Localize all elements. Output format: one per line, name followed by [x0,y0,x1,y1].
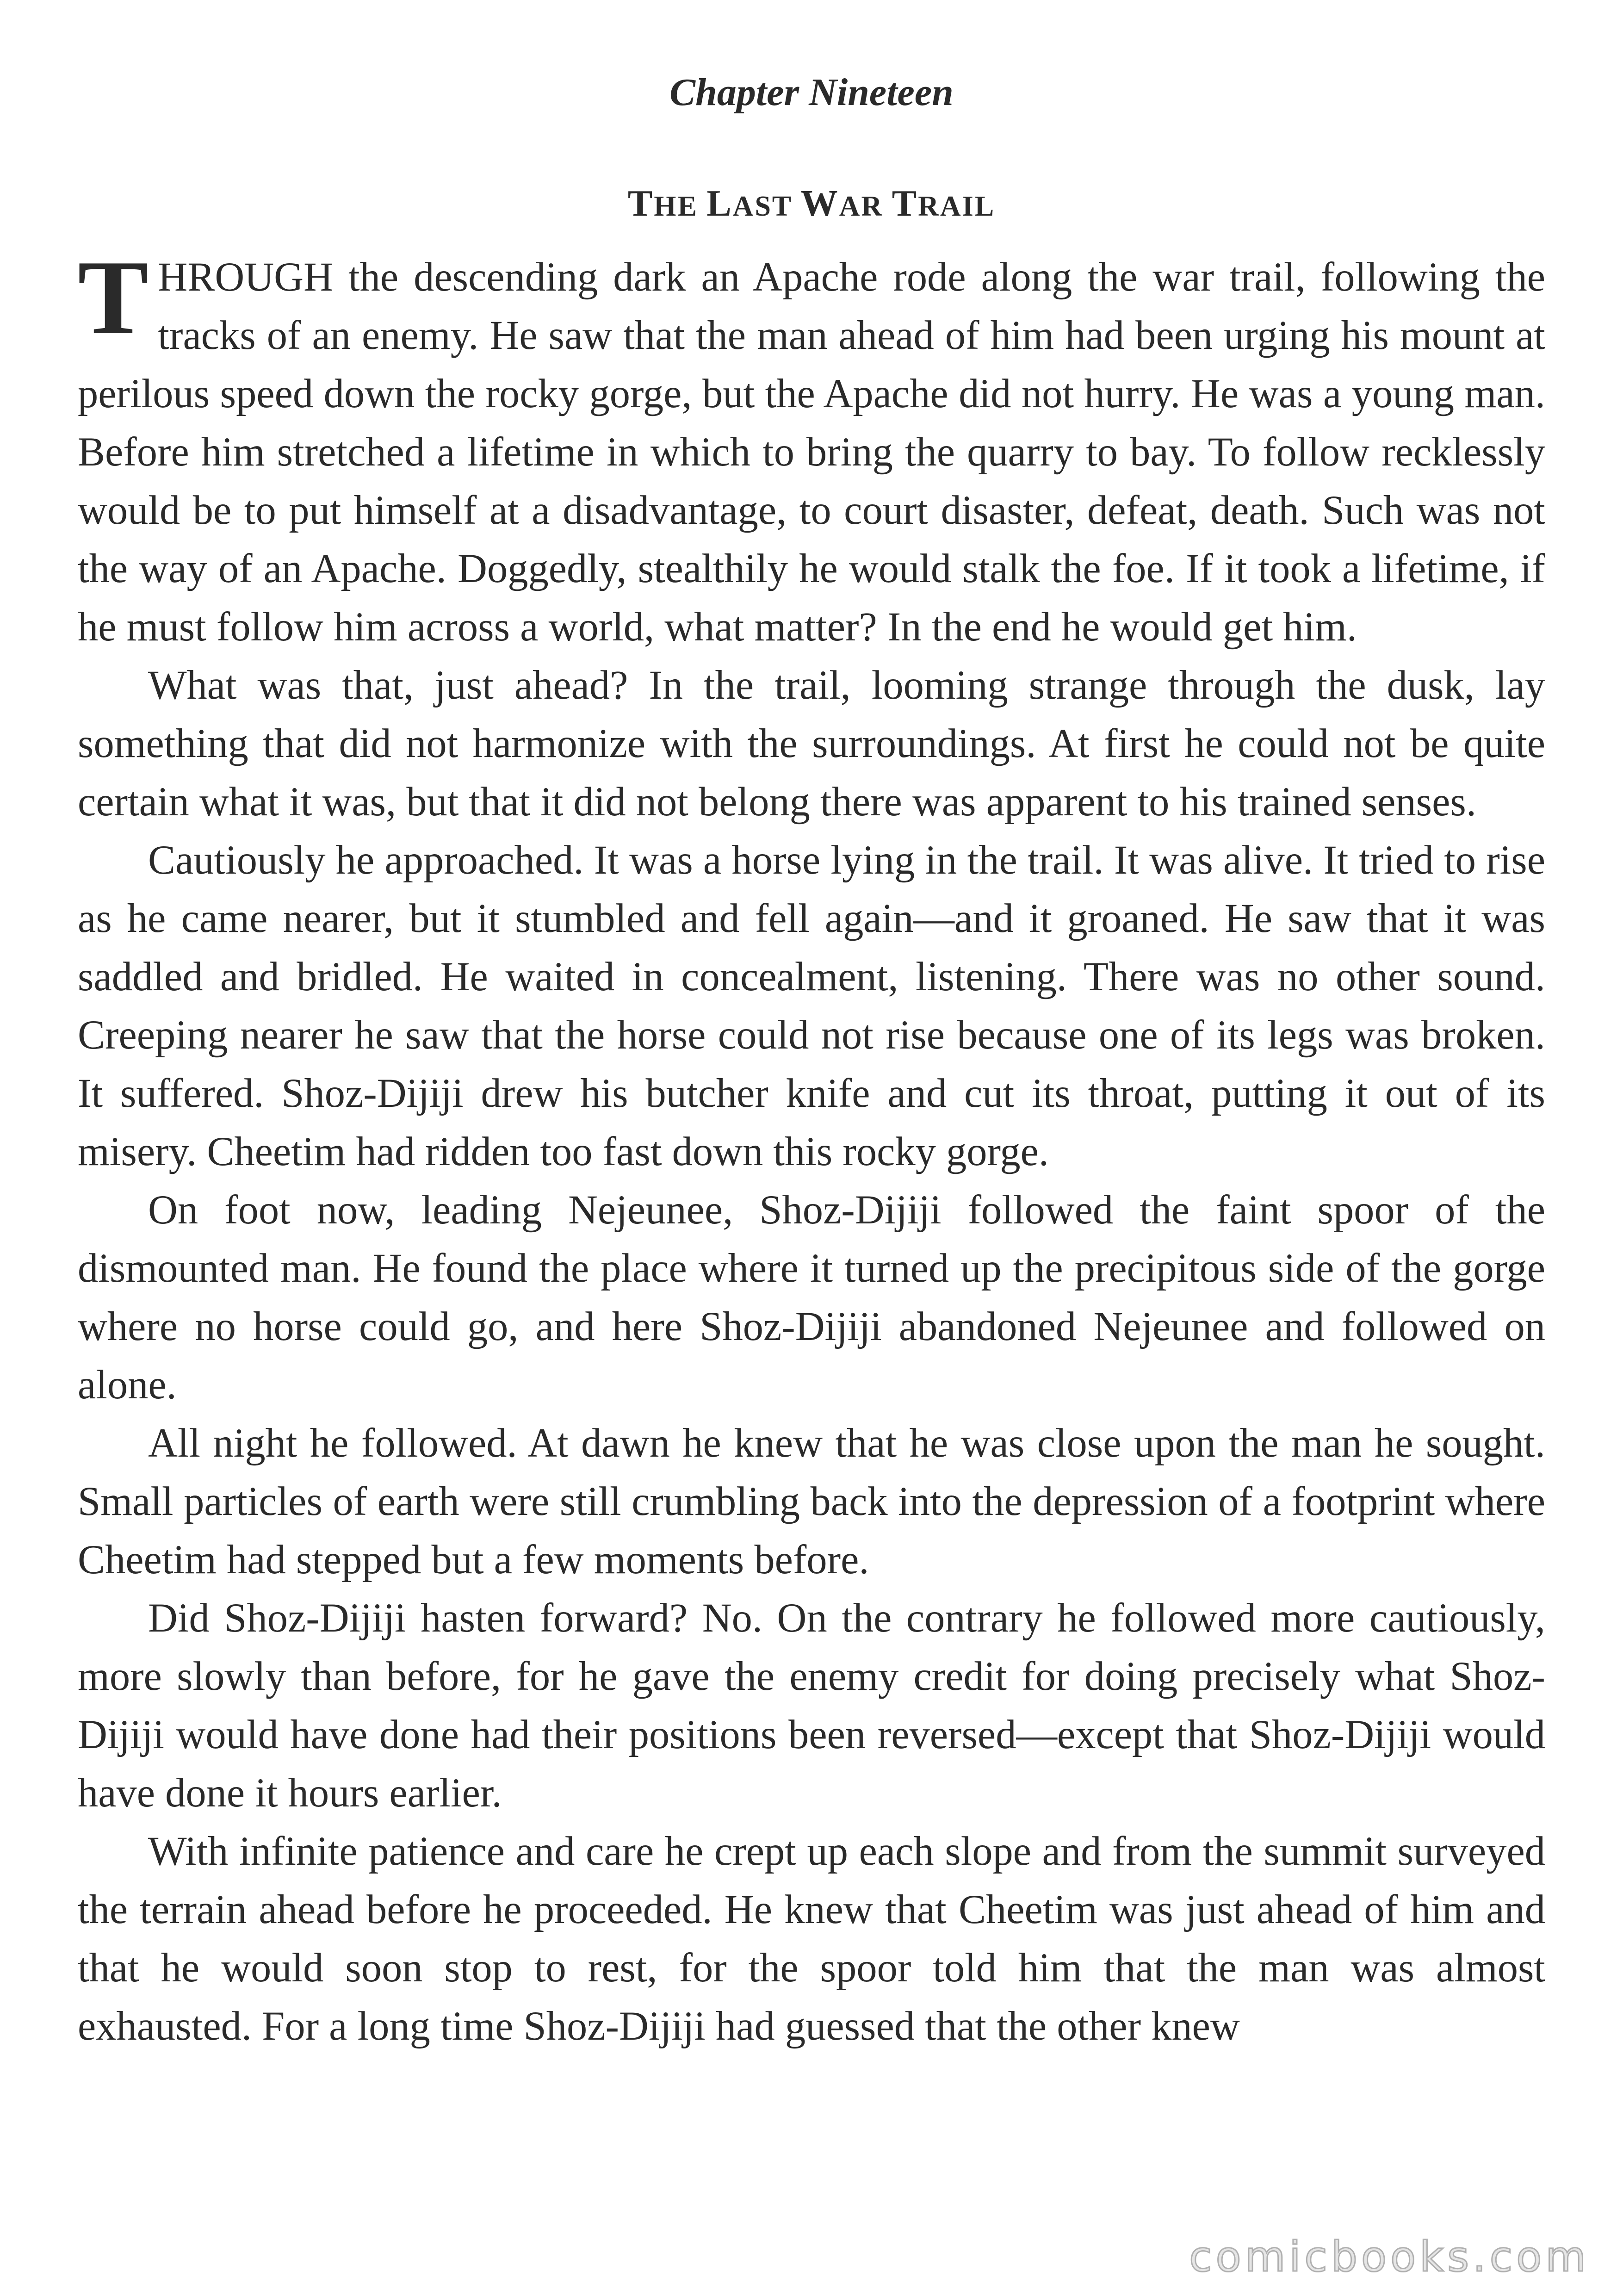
chapter-title-word: TRAIL [892,183,996,224]
paragraph: With infinite patience and care he crept up each slope and from the summit surveyed the terrain ahead before he proceeded. He knew that Cheetim was just ahead of him and that he would soon stop to rest, for the spoor told him that the man was almost exhausted. For a long time Shoz-Dijiji had guessed that the other knew [78,1829,1545,2049]
chapter-heading: Chapter Nineteen [669,71,954,114]
chapter-body [78,238,1545,2055]
paragraph-text: HROUGH the descending dark an Apache rode along the war trail, following the tracks of an enemy. He saw that the man ahead of him had been urging his mount at perilous speed down the rocky gorge, but the Apache did not hurry. He was a young man. Before him stretched a lifetime in which to bring the quarry to bay. To follow recklessly would be to put himself at a disadvantage, to court disaster, defeat, death. Such was not the way of an Apache. Doggedly, stealthily he would stalk the foe. If it took a lifetime, if he must follow him across a world, what matter? In the end he would get him. [78,254,1545,650]
paragraph: Did Shoz-Dijiji hasten forward? No. On the contrary he followed more cautiously, more slowly than before, for he gave the enemy credit for doing precisely what Shoz-Dijiji would have done had their positions been reversed—except that Shoz-Dijiji would have done it hours earlier. [78,1595,1545,1816]
paragraph: What was that, just ahead? In the trail, looming strange through the dusk, lay something that did not harmonize with the surroundings. At first he could not be quite certain what it was, but that it did not belong there was apparent to his trained senses. [78,663,1545,825]
paragraph [78,238,1545,656]
book-page [78,69,1545,2055]
watermark: comicbooks.com [1189,2233,1590,2281]
chapter-title [78,185,1545,225]
paragraph: Cautiously he approached. It was a horse lying in the trail. It was alive. It tried to rise as he came nearer, but it stumbled and fell again—and it groaned. He saw that it was saddled and bridled. He waited in concealment, listening. There was no other sound. Creeping nearer he saw that the horse could not rise because one of its legs was broken. It suffered. Shoz-Dijiji drew his butcher knife and cut its throat, putting it out of its misery. Cheetim had ridden too fast down this rocky gorge. [78,838,1545,1174]
chapter-title-word: THE [627,183,698,224]
chapter-title-word: WAR [800,183,884,224]
paragraph: On foot now, leading Nejeunee, Shoz-Dijiji followed the faint spoor of the dismounted man. He found the place where it turned up the precipitous side of the gorge where no horse could go, and here Shoz-Dijiji abandoned Nejeunee and followed on alone. [78,1187,1545,1408]
chapter-title-word: LAST [706,183,793,224]
paragraph: All night he followed. At dawn he knew that he was close upon the man he sought. Small particles of earth were still crumbling back into the depression of a footprint where Cheetim had stepped but a few moments before. [78,1421,1545,1582]
drop-cap: T [78,238,149,356]
